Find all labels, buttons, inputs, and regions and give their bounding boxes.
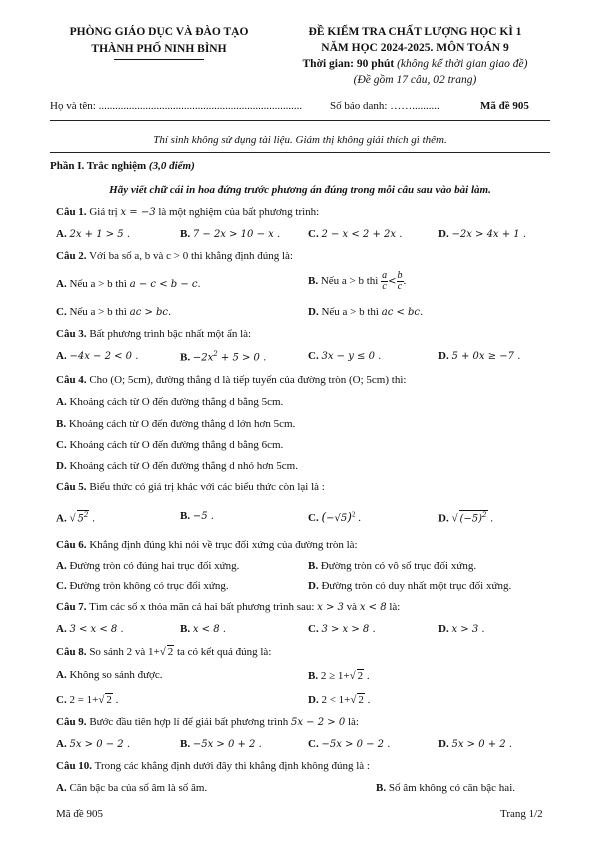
exam-year-subject: NĂM HỌC 2024-2025. MÔN TOÁN 9 bbox=[321, 42, 509, 54]
q1-a-text: 2x + 1 > 5 . bbox=[69, 229, 131, 240]
question-3 bbox=[56, 328, 251, 341]
question-9 bbox=[56, 716, 359, 729]
q6-d-text: Đường tròn có duy nhất một trục đối xứng. bbox=[318, 580, 512, 592]
q5-option-d[interactable]: D. √ $(-5)^2$ . bbox=[438, 511, 494, 525]
q4-a-text: Khoảng cách từ O đến đường thẳng d bằng 5cm. bbox=[66, 396, 284, 408]
q3-option-d[interactable] bbox=[438, 350, 520, 363]
q9-a-letter: A. bbox=[56, 738, 67, 750]
q9-c-text: −5x > 0 − 2 . bbox=[321, 739, 391, 750]
q8-option-a[interactable] bbox=[56, 669, 163, 682]
q5-d-dot: . bbox=[487, 512, 494, 525]
student-id-field: Số báo danh: …….......... bbox=[330, 100, 440, 112]
question-6 bbox=[56, 539, 358, 552]
q4-option-c[interactable] bbox=[56, 439, 283, 452]
q2-c-math: ac > bc. bbox=[129, 307, 172, 318]
q8-d-dot: . bbox=[364, 694, 371, 706]
q5-option-c[interactable]: C. $(-√5)^2$ . bbox=[308, 510, 361, 524]
q3-text: Bất phương trình bậc nhất một ẩn là: bbox=[86, 328, 252, 340]
q1-text: Giá trị bbox=[86, 206, 121, 218]
q8-option-c[interactable]: C. 2 = 1+√ 2 . bbox=[56, 694, 119, 706]
q5-c-inner: −√5 bbox=[326, 513, 348, 524]
footer-page-number: Trang 1/2 bbox=[500, 808, 543, 820]
part1-label: Phần I. Trắc nghiệm bbox=[50, 160, 147, 172]
q9-b-text: −5x > 0 + 2 . bbox=[192, 739, 262, 750]
q10-b-text: Số âm không có căn bậc hai. bbox=[386, 782, 515, 794]
q7-option-c[interactable] bbox=[308, 623, 376, 636]
q5-text: Biểu thức có giá trị khác với các biểu thức còn lại là : bbox=[86, 481, 325, 493]
header-underline bbox=[114, 59, 204, 60]
part1-points: (3,0 điểm) bbox=[146, 160, 195, 172]
q2-b-letter: B. bbox=[308, 275, 319, 288]
q3-b-sup: 2 bbox=[213, 350, 218, 358]
q8-b-letter: B. bbox=[308, 670, 319, 682]
duration-label: Thời gian: 90 phút bbox=[302, 58, 395, 70]
q5-a-letter: A. bbox=[56, 512, 67, 525]
school-header bbox=[50, 24, 268, 60]
q7-c-letter: C. bbox=[308, 623, 319, 635]
q8-c-pre: 2 = 1+ bbox=[69, 694, 99, 706]
question-1 bbox=[56, 206, 319, 219]
q7-d-letter: D. bbox=[438, 623, 449, 635]
q3-option-c[interactable] bbox=[308, 350, 381, 363]
q7-b-letter: B. bbox=[180, 623, 191, 635]
q9-math: 5x − 2 > 0 bbox=[291, 717, 346, 728]
q9-c-letter: C. bbox=[308, 738, 319, 750]
q7-and: và bbox=[343, 601, 360, 613]
q9-a-text: 5x > 0 − 2 . bbox=[69, 739, 131, 750]
exam-page-note: (Đề gồm 17 câu, 02 trang) bbox=[353, 74, 477, 86]
q9-option-a[interactable] bbox=[56, 738, 130, 751]
q6-a-letter: A. bbox=[56, 560, 67, 572]
q1-d-text: −2x > 4x + 1 . bbox=[451, 229, 527, 240]
q3-c-letter: C. bbox=[308, 350, 319, 362]
q6-c-letter: C. bbox=[56, 580, 67, 592]
q7-option-d[interactable] bbox=[438, 623, 485, 636]
q2-a-math: a − c < b − c. bbox=[129, 279, 201, 290]
q2-b-lt: < bbox=[388, 276, 397, 288]
q1-label: Câu 1. bbox=[56, 206, 87, 218]
question-5 bbox=[56, 481, 325, 494]
q2-b-pre: Nếu a > b thì bbox=[318, 275, 382, 288]
q9-b-letter: B. bbox=[180, 738, 191, 750]
q7-label: Câu 7. bbox=[56, 601, 87, 613]
q9-text2: là: bbox=[345, 716, 359, 728]
q9-option-c[interactable] bbox=[308, 738, 390, 751]
q8-option-d[interactable]: D. 2 < 1+√ 2 . bbox=[308, 694, 371, 706]
q4-label: Câu 4. bbox=[56, 374, 87, 386]
q7-c-text: 3 > x > 8 . bbox=[321, 624, 376, 635]
q3-c-text: 3x − y ≤ 0 . bbox=[321, 351, 382, 362]
q2-b-dot: . bbox=[403, 275, 407, 288]
q7-a-text: 3 < x < 8 . bbox=[69, 624, 124, 635]
q1-d-letter: D. bbox=[438, 228, 449, 240]
q5-a-dot: . bbox=[89, 512, 95, 525]
q5-d-inner: (−5) bbox=[459, 513, 483, 525]
q1-option-c[interactable] bbox=[308, 228, 402, 241]
q4-text: Cho (O; 5cm), đường thẳng d là tiếp tuyến của đường tròn (O; 5cm) thì: bbox=[86, 374, 407, 386]
q8-d-pre: 2 < 1+ bbox=[321, 694, 351, 706]
q1-text2: là một nghiệm của bất phương trình: bbox=[155, 206, 320, 218]
q2-b-den1: c bbox=[382, 281, 387, 292]
q2-label: Câu 2. bbox=[56, 250, 87, 262]
q8-label: Câu 8. bbox=[56, 646, 87, 658]
q7-text: Tìm các số x thỏa mãn cả hai bất phương trình sau: bbox=[86, 601, 318, 613]
q9-text: Bước đầu tiên hợp lí để giải bất phương trình bbox=[86, 716, 291, 728]
q1-c-text: 2 − x < 2 + 2x . bbox=[321, 229, 403, 240]
q7-b-text: x < 8 . bbox=[192, 624, 226, 635]
q7-a-letter: A. bbox=[56, 623, 67, 635]
q1-a-letter: A. bbox=[56, 228, 67, 240]
q8-text: So sánh 2 và 1+ bbox=[86, 646, 160, 658]
q2-text: Với ba số a, b và c > 0 thì khẳng định đúng là: bbox=[86, 250, 293, 262]
q5-b-text: −5 . bbox=[192, 511, 214, 522]
q2-d-pre: Nếu a > b thì bbox=[318, 306, 382, 318]
q8-rad: 2 bbox=[167, 646, 174, 658]
q4-b-text: Khoảng cách từ O đến đường thẳng d lớn hơn 5cm. bbox=[66, 418, 296, 430]
exam-code: Mã đề 905 bbox=[480, 100, 529, 112]
q6-text: Khẳng định đúng khi nói về trục đối xứng của đường tròn là: bbox=[86, 539, 358, 551]
q7-option-a[interactable] bbox=[56, 623, 124, 636]
q2-c-letter: C. bbox=[56, 306, 67, 318]
q3-d-letter: D. bbox=[438, 350, 449, 362]
q6-b-letter: B. bbox=[308, 560, 319, 572]
q6-option-c[interactable] bbox=[56, 580, 229, 593]
q10-label: Câu 10. bbox=[56, 760, 93, 772]
q3-b-post: + 5 > 0 . bbox=[217, 352, 267, 364]
q10-option-b[interactable] bbox=[376, 782, 515, 795]
q6-a-text: Đường tròn có đúng hai trục đối xứng. bbox=[66, 560, 240, 572]
q8-c-dot: . bbox=[112, 694, 119, 706]
q2-option-c[interactable] bbox=[56, 306, 171, 319]
q3-label: Câu 3. bbox=[56, 328, 87, 340]
q5-d-letter: D. bbox=[438, 512, 449, 525]
q1-option-d[interactable] bbox=[438, 228, 526, 241]
q4-d-letter: D. bbox=[56, 460, 67, 472]
q2-option-d[interactable] bbox=[308, 306, 423, 319]
q9-d-text: 5x > 0 + 2 . bbox=[451, 739, 513, 750]
question-8: Câu 8. So sánh 2 và 1+√ 2 ta có kết quả đúng là: bbox=[56, 646, 272, 658]
q9-label: Câu 9. bbox=[56, 716, 87, 728]
q2-option-b[interactable] bbox=[308, 271, 406, 292]
q2-option-a[interactable] bbox=[56, 278, 201, 291]
q6-label: Câu 6. bbox=[56, 539, 87, 551]
q10-a-letter: A. bbox=[56, 782, 67, 794]
q1-option-a[interactable] bbox=[56, 228, 130, 241]
q2-b-den2: c bbox=[397, 281, 403, 292]
q6-b-text: Đường tròn có vô số trục đối xứng. bbox=[318, 560, 477, 572]
part1-title bbox=[50, 160, 195, 173]
q2-a-letter: A. bbox=[56, 278, 67, 290]
q2-b-num1: a bbox=[382, 270, 388, 281]
q7-option-b[interactable] bbox=[180, 623, 226, 636]
q5-option-a[interactable]: A. √ $5^2$ . bbox=[56, 511, 95, 525]
q3-option-a[interactable] bbox=[56, 350, 138, 363]
q5-c-dot: . bbox=[355, 512, 361, 524]
q10-option-a[interactable] bbox=[56, 782, 207, 795]
q10-text: Trong các khẳng định dưới đây thì khẳng định không đúng là : bbox=[92, 760, 370, 772]
q9-d-letter: D. bbox=[438, 738, 449, 750]
q5-a-radicand bbox=[77, 510, 90, 525]
q3-d-text: 5 + 0x ≥ −7 . bbox=[451, 351, 521, 362]
q10-b-letter: B. bbox=[376, 782, 387, 794]
q4-b-letter: B. bbox=[56, 418, 67, 430]
q8-b-rad: 2 bbox=[357, 670, 364, 682]
q1-b-letter: B. bbox=[180, 228, 191, 240]
q3-a-letter: A. bbox=[56, 350, 67, 362]
q9-option-b[interactable] bbox=[180, 738, 262, 751]
q1-option-b[interactable] bbox=[180, 228, 280, 241]
q1-math: x = −3 bbox=[120, 207, 156, 218]
q10-a-text: Căn bậc ba của số âm là số âm. bbox=[66, 782, 208, 794]
q7-d-text: x > 3 . bbox=[451, 624, 485, 635]
q9-option-d[interactable] bbox=[438, 738, 512, 751]
notice-text: Thí sinh không sử dụng tài liệu. Giám thị không giải thích gì thêm. bbox=[153, 134, 447, 146]
q3-option-b[interactable] bbox=[180, 350, 266, 365]
q8-b-dot: . bbox=[364, 670, 370, 682]
q4-option-a[interactable] bbox=[56, 396, 283, 409]
q8-option-b[interactable]: B. 2 ≥ 1+√ 2 . bbox=[308, 670, 370, 682]
q5-a-sup: 2 bbox=[83, 511, 89, 519]
q2-a-pre: Nếu a > b thì bbox=[66, 278, 130, 290]
q4-option-b[interactable] bbox=[56, 418, 295, 431]
question-7 bbox=[56, 601, 400, 614]
q2-b-frac2 bbox=[397, 271, 404, 292]
q4-c-letter: C. bbox=[56, 439, 67, 451]
q8-a-text: Không so sánh được. bbox=[66, 669, 163, 681]
question-10 bbox=[56, 760, 370, 773]
q5-c-letter: C. bbox=[308, 512, 319, 524]
q3-a-text: −4x − 2 < 0 . bbox=[69, 351, 139, 362]
q4-c-text: Khoảng cách từ O đến đường thẳng d bằng 6cm. bbox=[66, 439, 284, 451]
q7-text2: là: bbox=[386, 601, 401, 613]
q8-c-rad: 2 bbox=[106, 694, 112, 706]
q8-d-rad: 2 bbox=[358, 694, 364, 706]
q6-option-b[interactable] bbox=[308, 560, 476, 573]
q5-option-b[interactable] bbox=[180, 510, 214, 523]
question-4 bbox=[56, 374, 406, 387]
q5-c-sup: 2 bbox=[351, 510, 356, 519]
q3-b-pre: −2x bbox=[192, 352, 214, 364]
department-name: PHÒNG GIÁO DỤC VÀ ĐÀO TẠO bbox=[69, 26, 249, 38]
q6-d-letter: D. bbox=[308, 580, 319, 592]
q4-option-d[interactable] bbox=[56, 460, 298, 473]
q7-math2: x < 8 bbox=[359, 602, 387, 613]
q8-a-letter: A. bbox=[56, 669, 67, 681]
footer-exam-code: Mã đề 905 bbox=[56, 808, 104, 820]
q4-d-text: Khoảng cách từ O đến đường thẳng d nhỏ hơn 5cm. bbox=[66, 460, 298, 472]
exam-title: ĐỀ KIỂM TRA CHẤT LƯỢNG HỌC KÌ 1 bbox=[308, 26, 522, 38]
q6-option-a[interactable] bbox=[56, 560, 239, 573]
city-name: THÀNH PHỐ NINH BÌNH bbox=[91, 43, 227, 55]
q5-label: Câu 5. bbox=[56, 481, 87, 493]
q1-b-text: 7 − 2x > 10 − x . bbox=[192, 229, 281, 240]
q2-c-pre: Nếu a > b thì bbox=[66, 306, 130, 318]
q2-d-letter: D. bbox=[308, 306, 319, 318]
q2-d-math: ac < bc. bbox=[381, 307, 424, 318]
exam-duration bbox=[270, 56, 560, 72]
q7-math1: x > 3 bbox=[317, 602, 344, 613]
q8-b-pre: 2 ≥ 1+ bbox=[320, 670, 350, 682]
q5-d-sup: 2 bbox=[482, 511, 487, 519]
divider-bottom bbox=[50, 152, 550, 153]
q6-c-text: Đường tròn không có trục đối xứng. bbox=[66, 580, 229, 592]
q8-text2: ta có kết quả đúng là: bbox=[174, 646, 272, 658]
q5-a-rad: 5 bbox=[77, 513, 84, 525]
q5-b-letter: B. bbox=[180, 510, 191, 522]
student-name-field: Họ và tên: .......................................................................... bbox=[50, 100, 303, 112]
q3-b-letter: B. bbox=[180, 351, 191, 364]
q1-c-letter: C. bbox=[308, 228, 319, 240]
q6-option-d[interactable] bbox=[308, 580, 511, 593]
q4-a-letter: A. bbox=[56, 396, 67, 408]
part1-instruction: Hãy viết chữ cái in hoa đứng trước phương án đúng trong mỗi câu sau vào bài làm. bbox=[109, 184, 491, 196]
duration-note: (không kể thời gian giao đề) bbox=[394, 58, 528, 70]
exam-header bbox=[270, 24, 560, 88]
question-2 bbox=[56, 250, 293, 263]
q8-c-letter: C. bbox=[56, 694, 67, 706]
q5-d-radicand bbox=[459, 510, 488, 525]
q8-d-letter: D. bbox=[308, 694, 319, 706]
q2-b-num2: b bbox=[397, 270, 403, 281]
divider-top bbox=[50, 120, 550, 121]
